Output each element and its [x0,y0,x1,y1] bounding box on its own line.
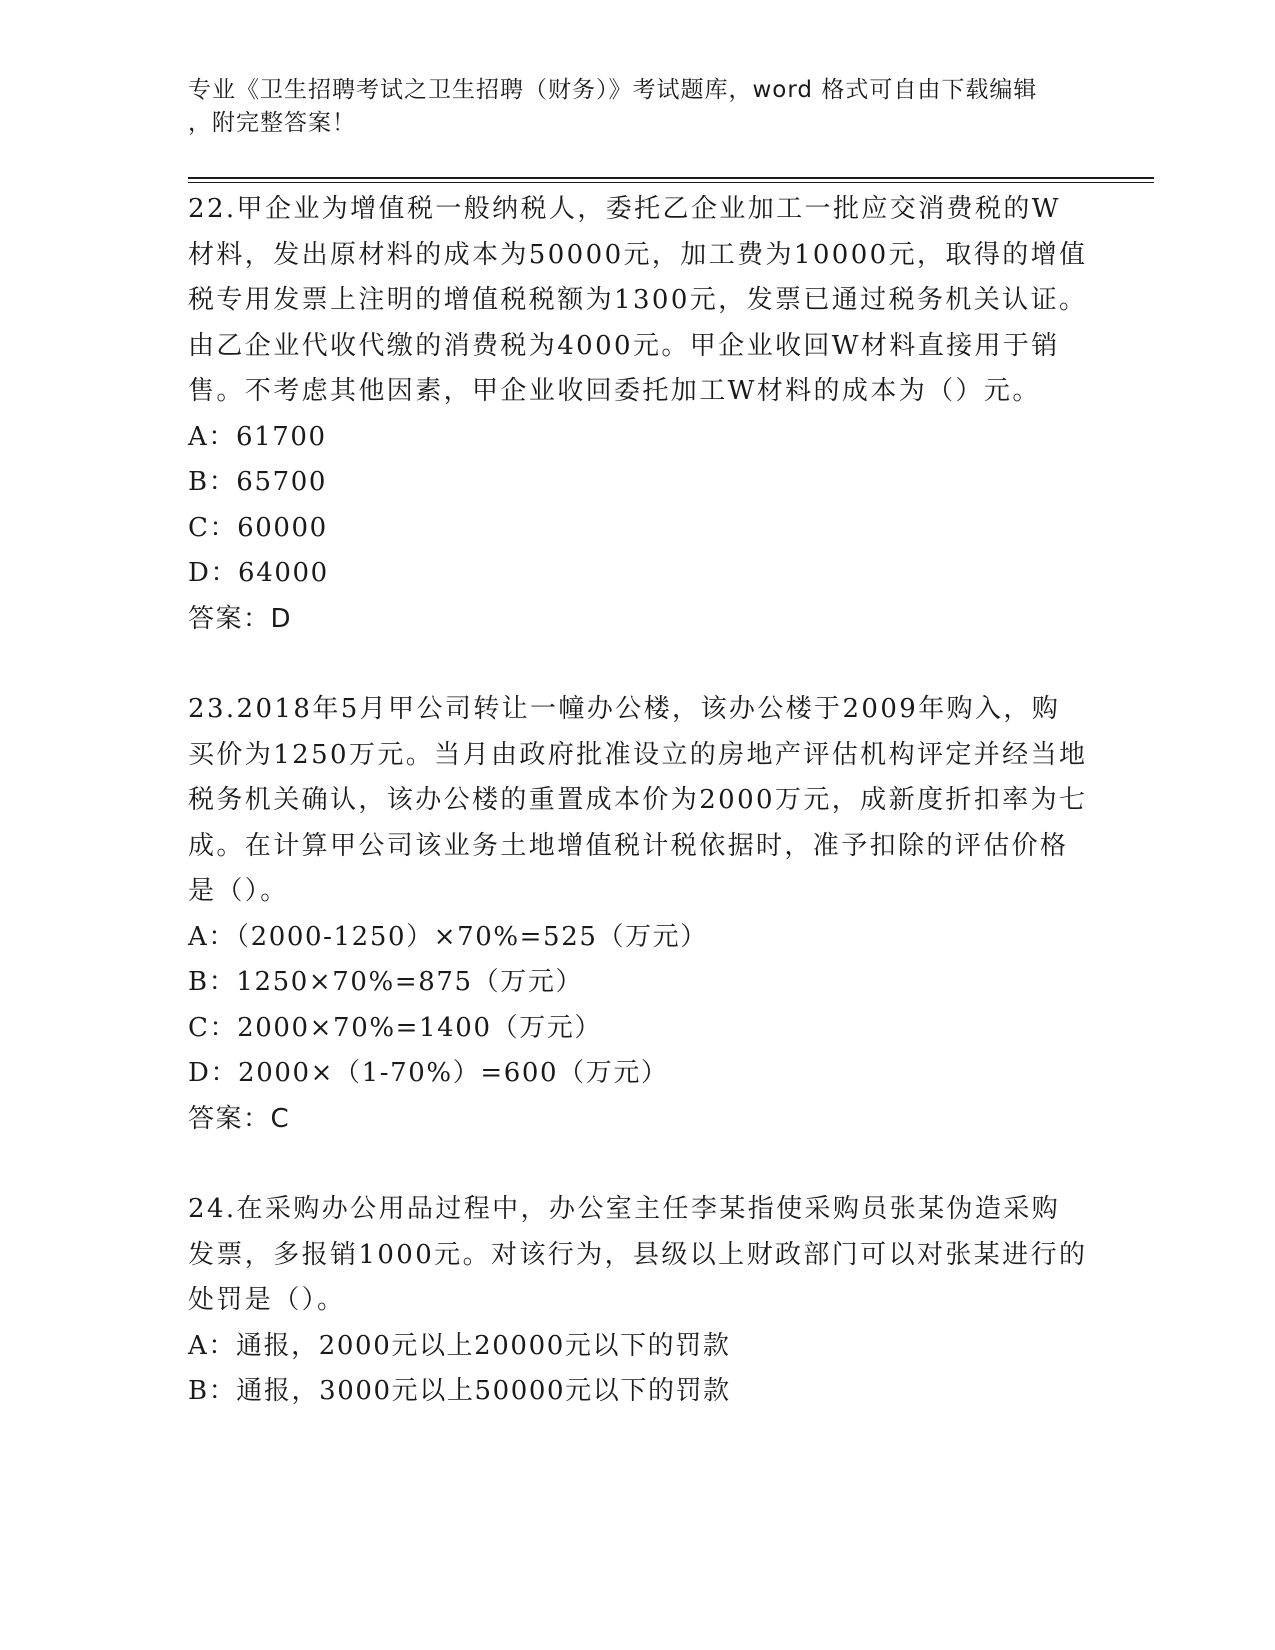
option-d: D：2000×（1-70%）=600（万元） [188,1058,669,1088]
option-a: A：61700 [188,421,327,452]
question-spacer [188,642,1088,687]
header-line-2: ，附完整答案！ [188,110,356,136]
option-b: B：1250×70%=875（万元） [188,967,584,997]
option-b: B：65700 [188,467,328,497]
question-22 [188,187,1088,642]
question-text: 22.甲企业为增值税一般纳税人，委托乙企业加工一批应交消费税的W材料，发出原材料的成本为50000元，加工费为10000元，取得的增值税专用发票上注明的增值税税额为1300元，发票已通过税务机关认证。由乙企业代收代缴的消费税为4000元。甲企业收回W材料直接用于销售。不考虑其他因素，甲企业收回委托加工W材料的成本为（）元。 [188,194,1088,406]
document-header [188,74,1068,140]
option-a: A：通报，2000元以上20000元以下的罚款 [188,1330,731,1361]
question-text: 23.2018年5月甲公司转让一幢办公楼，该办公楼于2009年购入，购买价为1250万元。当月由政府批准设立的房地产评估机构评定并经当地税务机关确认，该办公楼的重置成本价为2000万元，成新度折扣率为七成。在计算甲公司该业务土地增值税计税依据时，准予扣除的评估价格是（）。 [188,694,1088,906]
answer-line: 答案：D [188,603,293,634]
option-c: C：2000×70%=1400（万元） [188,1012,602,1043]
header-line-1: 专业《卫生招聘考试之卫生招聘（财务）》考试题库，word 格式可自由下载编辑 [188,77,1038,103]
question-spacer [188,1142,1088,1187]
question-list [188,187,1088,1415]
question-23 [188,687,1088,1142]
header-rule-thick [188,177,1154,179]
answer-line: 答案：C [188,1103,291,1134]
question-text: 24.在采购办公用品过程中，办公室主任李某指使采购员张某伪造采购发票，多报销1000元。对该行为，县级以上财政部门可以对张某进行的处罚是（）。 [188,1194,1088,1315]
option-b: B：通报，3000元以上50000元以下的罚款 [188,1376,731,1406]
question-24 [188,1187,1088,1415]
option-d: D：64000 [188,558,329,588]
header-rule-thin [188,182,1154,183]
option-c: C：60000 [188,512,328,543]
option-a: A：（2000-1250）×70%=525（万元） [188,921,708,952]
